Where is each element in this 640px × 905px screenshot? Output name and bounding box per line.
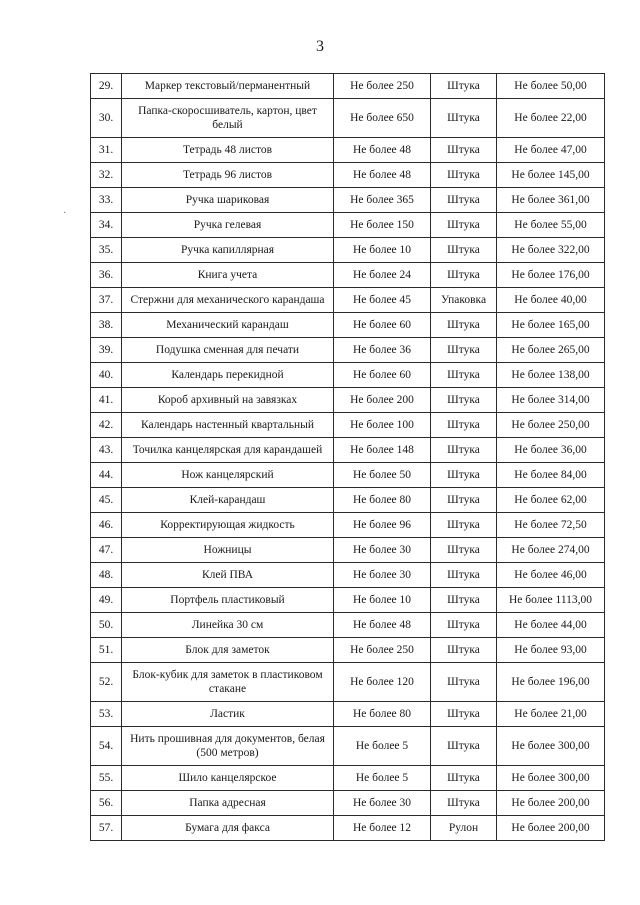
table-row bbox=[91, 438, 605, 463]
table-row bbox=[91, 313, 605, 338]
table-row bbox=[91, 363, 605, 388]
item-price: Не более 138,00 bbox=[497, 363, 605, 388]
row-number: 41. bbox=[91, 388, 122, 413]
item-quantity: Не более 30 bbox=[334, 538, 431, 563]
page-number: 3 bbox=[316, 38, 324, 55]
row-number: 34. bbox=[91, 213, 122, 238]
item-price: Не более 145,00 bbox=[497, 163, 605, 188]
item-price: Не более 265,00 bbox=[497, 338, 605, 363]
row-number: 32. bbox=[91, 163, 122, 188]
item-unit: Штука bbox=[431, 138, 497, 163]
item-price: Не более 72,50 bbox=[497, 513, 605, 538]
item-price: Не более 196,00 bbox=[497, 663, 605, 702]
item-name: Календарь перекидной bbox=[122, 363, 334, 388]
items-table bbox=[90, 73, 605, 841]
item-price: Не более 322,00 bbox=[497, 238, 605, 263]
item-price: Не более 36,00 bbox=[497, 438, 605, 463]
item-price: Не более 46,00 bbox=[497, 563, 605, 588]
row-number: 42. bbox=[91, 413, 122, 438]
item-unit: Штука bbox=[431, 727, 497, 766]
item-name: Тетрадь 48 листов bbox=[122, 138, 334, 163]
row-number: 35. bbox=[91, 238, 122, 263]
item-name: Клей-карандаш bbox=[122, 488, 334, 513]
item-quantity: Не более 100 bbox=[334, 413, 431, 438]
item-name: Нож канцелярский bbox=[122, 463, 334, 488]
item-name: Блок-кубик для заметок в пластиковом стакане bbox=[122, 663, 334, 702]
item-quantity: Не более 30 bbox=[334, 791, 431, 816]
item-price: Не более 21,00 bbox=[497, 702, 605, 727]
item-name: Шило канцелярское bbox=[122, 766, 334, 791]
item-name: Книга учета bbox=[122, 263, 334, 288]
table-row bbox=[91, 702, 605, 727]
item-name: Блок для заметок bbox=[122, 638, 334, 663]
item-price: Не более 40,00 bbox=[497, 288, 605, 313]
item-quantity: Не более 36 bbox=[334, 338, 431, 363]
item-price: Не более 300,00 bbox=[497, 727, 605, 766]
item-name: Календарь настенный квартальный bbox=[122, 413, 334, 438]
item-price: Не более 84,00 bbox=[497, 463, 605, 488]
item-name: Механический карандаш bbox=[122, 313, 334, 338]
item-unit: Штука bbox=[431, 488, 497, 513]
item-quantity: Не более 45 bbox=[334, 288, 431, 313]
table-row bbox=[91, 288, 605, 313]
item-price: Не более 44,00 bbox=[497, 613, 605, 638]
item-name: Маркер текстовый/перманентный bbox=[122, 74, 334, 99]
row-number: 29. bbox=[91, 74, 122, 99]
item-quantity: Не более 80 bbox=[334, 702, 431, 727]
item-quantity: Не более 48 bbox=[334, 613, 431, 638]
table-row bbox=[91, 463, 605, 488]
table-row bbox=[91, 163, 605, 188]
item-name: Ножницы bbox=[122, 538, 334, 563]
item-unit: Штука bbox=[431, 99, 497, 138]
item-name: Стержни для механического карандаша bbox=[122, 288, 334, 313]
item-name: Портфель пластиковый bbox=[122, 588, 334, 613]
item-unit: Штука bbox=[431, 163, 497, 188]
item-name: Корректирующая жидкость bbox=[122, 513, 334, 538]
row-number: 43. bbox=[91, 438, 122, 463]
table-row bbox=[91, 338, 605, 363]
row-number: 54. bbox=[91, 727, 122, 766]
item-price: Не более 176,00 bbox=[497, 263, 605, 288]
row-number: 37. bbox=[91, 288, 122, 313]
items-table-body bbox=[91, 74, 605, 841]
item-quantity: Не более 250 bbox=[334, 74, 431, 99]
table-row bbox=[91, 588, 605, 613]
item-quantity: Не более 10 bbox=[334, 238, 431, 263]
row-number: 46. bbox=[91, 513, 122, 538]
item-quantity: Не более 24 bbox=[334, 263, 431, 288]
table-row bbox=[91, 263, 605, 288]
item-quantity: Не более 150 bbox=[334, 213, 431, 238]
item-quantity: Не более 200 bbox=[334, 388, 431, 413]
item-name: Подушка сменная для печати bbox=[122, 338, 334, 363]
row-number: 44. bbox=[91, 463, 122, 488]
item-price: Не более 47,00 bbox=[497, 138, 605, 163]
row-number: 51. bbox=[91, 638, 122, 663]
item-unit: Штука bbox=[431, 766, 497, 791]
item-price: Не более 200,00 bbox=[497, 816, 605, 841]
row-number: 33. bbox=[91, 188, 122, 213]
item-unit: Штука bbox=[431, 338, 497, 363]
item-price: Не более 93,00 bbox=[497, 638, 605, 663]
item-unit: Штука bbox=[431, 213, 497, 238]
item-quantity: Не более 5 bbox=[334, 766, 431, 791]
row-number: 55. bbox=[91, 766, 122, 791]
table-row bbox=[91, 613, 605, 638]
item-unit: Штука bbox=[431, 363, 497, 388]
row-number: 50. bbox=[91, 613, 122, 638]
item-price: Не более 314,00 bbox=[497, 388, 605, 413]
table-row bbox=[91, 213, 605, 238]
item-price: Не более 1113,00 bbox=[497, 588, 605, 613]
table-row bbox=[91, 74, 605, 99]
item-quantity: Не более 80 bbox=[334, 488, 431, 513]
table-row bbox=[91, 791, 605, 816]
item-quantity: Не более 60 bbox=[334, 363, 431, 388]
table-row bbox=[91, 188, 605, 213]
item-price: Не более 50,00 bbox=[497, 74, 605, 99]
item-quantity: Не более 48 bbox=[334, 163, 431, 188]
item-name: Ручка капиллярная bbox=[122, 238, 334, 263]
item-quantity: Не более 148 bbox=[334, 438, 431, 463]
table-row bbox=[91, 638, 605, 663]
item-price: Не более 274,00 bbox=[497, 538, 605, 563]
item-quantity: Не более 50 bbox=[334, 463, 431, 488]
table-row bbox=[91, 413, 605, 438]
item-name: Бумага для факса bbox=[122, 816, 334, 841]
item-quantity: Не более 96 bbox=[334, 513, 431, 538]
row-number: 30. bbox=[91, 99, 122, 138]
item-unit: Штука bbox=[431, 74, 497, 99]
item-unit: Штука bbox=[431, 563, 497, 588]
item-quantity: Не более 10 bbox=[334, 588, 431, 613]
row-number: 56. bbox=[91, 791, 122, 816]
item-quantity: Не более 650 bbox=[334, 99, 431, 138]
item-price: Не более 55,00 bbox=[497, 213, 605, 238]
item-unit: Штука bbox=[431, 702, 497, 727]
item-unit: Штука bbox=[431, 238, 497, 263]
table-row bbox=[91, 488, 605, 513]
row-number: 53. bbox=[91, 702, 122, 727]
table-row bbox=[91, 727, 605, 766]
item-quantity: Не более 30 bbox=[334, 563, 431, 588]
row-number: 36. bbox=[91, 263, 122, 288]
item-unit: Штука bbox=[431, 263, 497, 288]
item-unit: Штука bbox=[431, 463, 497, 488]
table-row bbox=[91, 766, 605, 791]
item-price: Не более 22,00 bbox=[497, 99, 605, 138]
item-price: Не более 62,00 bbox=[497, 488, 605, 513]
row-number: 31. bbox=[91, 138, 122, 163]
item-unit: Штука bbox=[431, 413, 497, 438]
item-price: Не более 361,00 bbox=[497, 188, 605, 213]
row-number: 48. bbox=[91, 563, 122, 588]
item-unit: Упаковка bbox=[431, 288, 497, 313]
item-quantity: Не более 12 bbox=[334, 816, 431, 841]
item-unit: Штука bbox=[431, 791, 497, 816]
table-row bbox=[91, 663, 605, 702]
row-number: 57. bbox=[91, 816, 122, 841]
table-row bbox=[91, 538, 605, 563]
row-number: 49. bbox=[91, 588, 122, 613]
item-name: Папка адресная bbox=[122, 791, 334, 816]
item-name: Ручка гелевая bbox=[122, 213, 334, 238]
item-quantity: Не более 48 bbox=[334, 138, 431, 163]
item-name: Точилка канцелярская для карандашей bbox=[122, 438, 334, 463]
table-row bbox=[91, 563, 605, 588]
item-name: Ластик bbox=[122, 702, 334, 727]
item-unit: Штука bbox=[431, 313, 497, 338]
item-unit: Штука bbox=[431, 388, 497, 413]
table-row bbox=[91, 388, 605, 413]
table-row bbox=[91, 816, 605, 841]
table-row bbox=[91, 99, 605, 138]
item-price: Не более 165,00 bbox=[497, 313, 605, 338]
item-unit: Штука bbox=[431, 663, 497, 702]
row-number: 38. bbox=[91, 313, 122, 338]
row-number: 45. bbox=[91, 488, 122, 513]
item-name: Папка-скоросшиватель, картон, цвет белый bbox=[122, 99, 334, 138]
item-unit: Штука bbox=[431, 188, 497, 213]
item-name: Ручка шариковая bbox=[122, 188, 334, 213]
margin-mark: · bbox=[63, 208, 67, 219]
row-number: 40. bbox=[91, 363, 122, 388]
item-quantity: Не более 365 bbox=[334, 188, 431, 213]
item-name: Тетрадь 96 листов bbox=[122, 163, 334, 188]
item-unit: Штука bbox=[431, 588, 497, 613]
row-number: 52. bbox=[91, 663, 122, 702]
item-price: Не более 250,00 bbox=[497, 413, 605, 438]
item-price: Не более 200,00 bbox=[497, 791, 605, 816]
item-unit: Штука bbox=[431, 438, 497, 463]
item-name: Линейка 30 см bbox=[122, 613, 334, 638]
item-unit: Штука bbox=[431, 513, 497, 538]
table-row bbox=[91, 513, 605, 538]
item-price: Не более 300,00 bbox=[497, 766, 605, 791]
item-quantity: Не более 250 bbox=[334, 638, 431, 663]
table-row bbox=[91, 238, 605, 263]
item-unit: Штука bbox=[431, 638, 497, 663]
item-unit: Рулон bbox=[431, 816, 497, 841]
item-name: Короб архивный на завязках bbox=[122, 388, 334, 413]
item-quantity: Не более 5 bbox=[334, 727, 431, 766]
item-quantity: Не более 60 bbox=[334, 313, 431, 338]
row-number: 39. bbox=[91, 338, 122, 363]
table-row bbox=[91, 138, 605, 163]
item-unit: Штука bbox=[431, 538, 497, 563]
row-number: 47. bbox=[91, 538, 122, 563]
item-unit: Штука bbox=[431, 613, 497, 638]
item-name: Клей ПВА bbox=[122, 563, 334, 588]
item-name: Нить прошивная для документов, белая (500 метров) bbox=[122, 727, 334, 766]
item-quantity: Не более 120 bbox=[334, 663, 431, 702]
